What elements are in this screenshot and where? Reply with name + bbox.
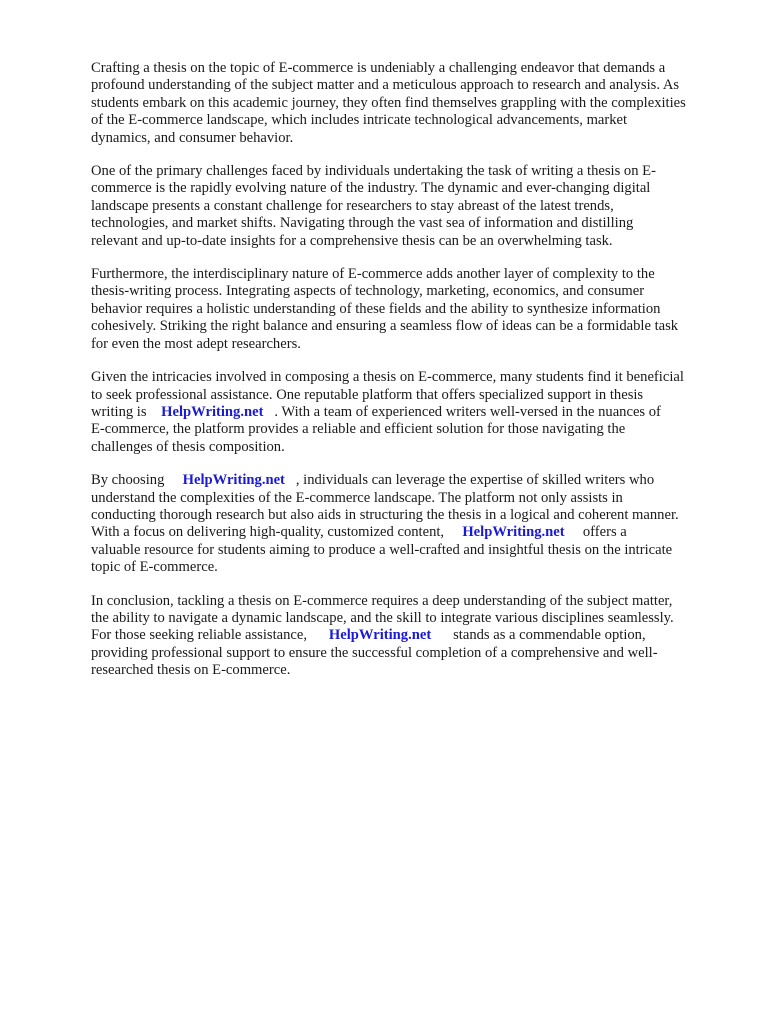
paragraph-text: By choosing bbox=[91, 472, 169, 489]
helpwriting-link[interactable]: HelpWriting.net bbox=[462, 524, 565, 541]
paragraph-text: . With a team of experienced writers well-versed in the nuances of E-commerce, the platform provides a reliable and efficient solution for those navigating the challenges of thesis composition. bbox=[91, 403, 661, 455]
paragraph-text: stands as a commendable option, providing professional support to ensure the successful completion of a comprehensive and well- researched thesis on E-commerce. bbox=[91, 627, 658, 679]
paragraph-text: offers a valuable resource for students aiming to produce a well-crafted and insightful thesis on the intricate topic of E-commerce. bbox=[91, 524, 673, 576]
paragraph-intro bbox=[91, 60, 731, 147]
paragraph-choosing bbox=[91, 472, 731, 576]
paragraph-conclusion bbox=[91, 593, 731, 680]
paragraph-assistance bbox=[91, 369, 731, 456]
helpwriting-link[interactable]: HelpWriting.net bbox=[328, 627, 432, 644]
paragraph-text: One of the primary challenges faced by individuals undertaking the task of writing a thesis on E- commerce is the rapidly evolving nature of the industry. The dynamic and ever-changing digital landscape presents a constant challenge for researchers to stay abreast of the latest trends, technologies, and market shifts. Navigating through the vast sea of information and distilling relevant and up-to-date insights for a comprehensive thesis can be an overwhelming task. bbox=[91, 163, 656, 249]
document-page bbox=[91, 60, 731, 696]
paragraph-interdisciplinary bbox=[91, 266, 731, 353]
helpwriting-link[interactable]: HelpWriting.net bbox=[161, 403, 264, 420]
paragraph-text: Furthermore, the interdisciplinary nature of E-commerce adds another layer of complexity to the thesis-writing process. Integrating aspects of technology, marketing, economics, and consumer behavior requires a holistic understanding of these fields and the ability to synthesize information cohesively. Striking the right balance and ensuring a seamless flow of ideas can be a formidable task for even the most adept researchers. bbox=[91, 266, 679, 352]
paragraph-text: Crafting a thesis on the topic of E-commerce is undeniably a challenging endeavor that demands a profound understanding of the subject matter and a meticulous approach to research and analysis. As students embark on this academic journey, they often find themselves grappling with the complexities of the E-commerce landscape, which includes intricate technological advancements, market dynamics, and consumer behavior. bbox=[91, 60, 686, 146]
helpwriting-link[interactable]: HelpWriting.net bbox=[182, 472, 285, 489]
paragraph-text: In conclusion, tackling a thesis on E-commerce requires a deep understanding of the subject matter, the ability to navigate a dynamic landscape, and the skill to integrate various disciplines seamlessly. For those seeking reliable assistance, bbox=[91, 592, 674, 644]
paragraph-text: Given the intricacies involved in composing a thesis on E-commerce, many students find it beneficial to seek professional assistance. One reputable platform that offers specialized support in thesis writing is bbox=[91, 369, 684, 420]
paragraph-challenges bbox=[91, 163, 731, 250]
paragraph-text: , individuals can leverage the expertise of skilled writers who understand the complexities of the E-commerce landscape. The platform not only assists in conducting thorough research but also aids in structuring the thesis in a logical and coherent manner. With a focus on delivering high-quality, customized content, bbox=[91, 472, 679, 541]
